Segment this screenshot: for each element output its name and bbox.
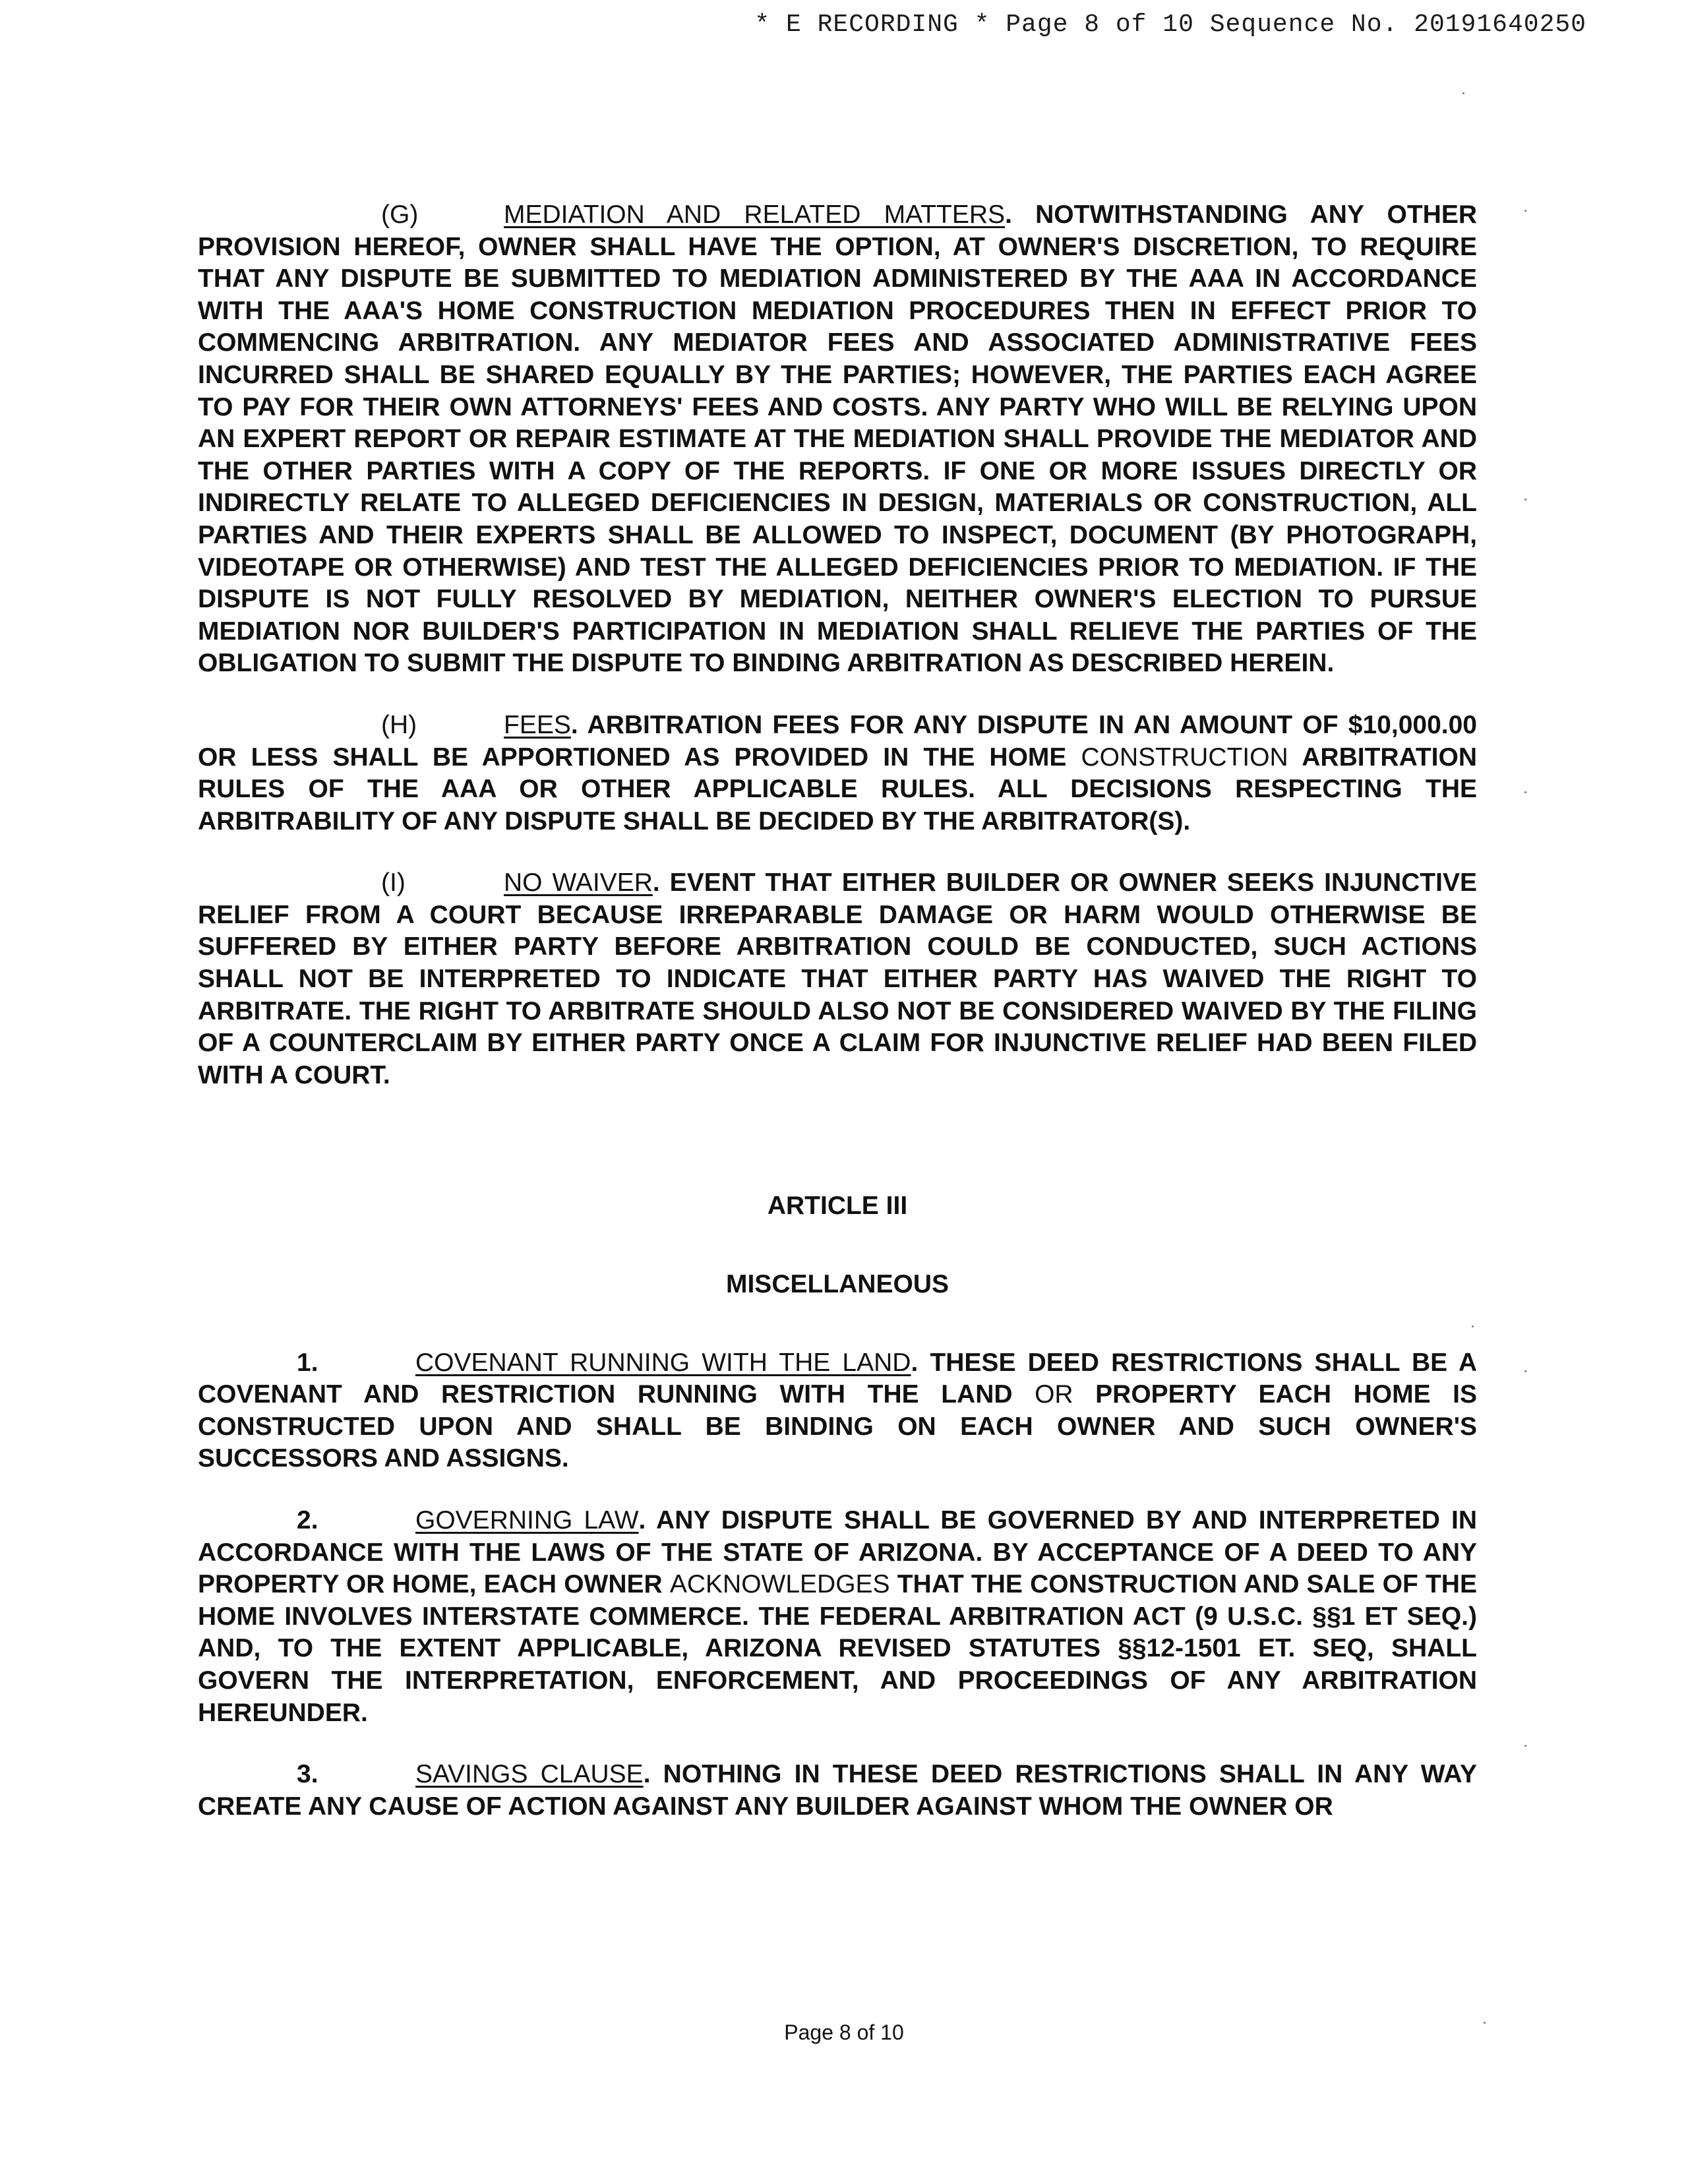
article-subheading: MISCELLANEOUS	[725, 1270, 949, 1299]
article-item-1-body-plain: OR	[1035, 1380, 1073, 1409]
section-g-body: . NOTWITHSTANDING ANY OTHER PROVISION HEREOF, OWNER SHALL HAVE THE OPTION, AT OWNER'S DISCRETION, TO REQUIRE THAT ANY DISPUTE BE SUBMITTED TO MEDIATION ADMINISTERED BY THE AAA IN ACCORDANCE WITH THE AAA'S HOME CONSTRUCTION MEDIATION PROCEDURES THEN IN EFFECT PRIOR TO COMMENCING ARBITRATION. ANY MEDIATOR FEES AND ASSOCIATED ADMINISTRATIVE FEES INCURRED SHALL BE SHARED EQUALLY BY THE PARTIES; HOWEVER, THE PARTIES EACH AGREE TO PAY FOR THEIR OWN ATTORNEYS' FEES AND COSTS. ANY PARTY WHO WILL BE RELYING UPON AN EXPERT REPORT OR REPAIR ESTIMATE AT THE MEDIATION SHALL PROVIDE THE MEDIATOR AND THE OTHER PARTIES WITH A COPY OF THE REPORTS. IF ONE OR MORE ISSUES DIRECTLY OR INDIRECTLY RELATE TO ALLEGED DEFICIENCIES IN DESIGN, MATERIALS OR CONSTRUCTION, ALL PARTIES AND THEIR EXPERTS SHALL BE ALLOWED TO INSPECT, DOCUMENT (BY PHOTOGRAPH, VIDEOTAPE OR OTHERWISE) AND TEST THE ALLEGED DEFICIENCIES PRIOR TO MEDIATION. IF THE DISPUTE IS NOT FULLY RESOLVED BY MEDIATION, NEITHER OWNER'S ELECTION TO PURSUE MEDIATION NOR BUILDER'S PARTICIPATION IN MEDIATION SHALL RELIEVE THE PARTIES OF THE OBLIGATION TO SUBMIT THE DISPUTE TO BINDING ARBITRATION AS DESCRIBED HEREIN.	[198, 200, 1477, 678]
article-item-3-title: SAVINGS CLAUSE	[415, 1760, 644, 1789]
scan-speck	[1524, 499, 1526, 501]
scan-speck	[1524, 791, 1526, 793]
article-item-2-number: 2.	[297, 1506, 318, 1534]
article-item-2	[198, 1505, 1477, 1729]
article-item-1-body-b: PROPERTY EACH HOME IS CONSTRUCTED UPON AND SHALL BE BINDING ON EACH OWNER AND SUCH OWNER'S SUCCESSORS AND ASSIGNS.	[198, 1380, 1477, 1473]
section-g	[198, 199, 1477, 680]
section-h-body-plain: CONSTRUCTION	[1081, 743, 1288, 772]
section-h-title: FEES	[504, 710, 571, 739]
article-item-1-number: 1.	[297, 1348, 318, 1377]
article-item-2-body-a: . ANY DISPUTE SHALL BE GOVERNED BY AND INTERPRETED IN ACCORDANCE WITH THE LAWS OF THE STATE OF ARIZONA. BY ACCEPTANCE OF A DEED TO ANY PROPERTY OR HOME, EACH OWNER	[198, 1506, 1477, 1599]
article-item-1	[198, 1347, 1477, 1475]
scan-speck	[1462, 92, 1464, 94]
section-i-body: . EVENT THAT EITHER BUILDER OR OWNER SEEKS INJUNCTIVE RELIEF FROM A COURT BECAUSE IRREPARABLE DAMAGE OR HARM WOULD OTHERWISE BE SUFFERED BY EITHER PARTY BEFORE ARBITRATION COULD BE CONDUCTED, SUCH ACTIONS SHALL NOT BE INTERPRETED TO INDICATE THAT EITHER PARTY HAS WAIVED THE RIGHT TO ARBITRATE. THE RIGHT TO ARBITRATE SHOULD ALSO NOT BE CONSIDERED WAIVED BY THE FILING OF A COUNTERCLAIM BY EITHER PARTY ONCE A CLAIM FOR INJUNCTIVE RELIEF HAD BEEN FILED WITH A COURT.	[198, 868, 1477, 1089]
article-item-2-body-b: THAT THE CONSTRUCTION AND SALE OF THE HOME INVOLVES INTERSTATE COMMERCE. THE FEDERAL ARBITRATION ACT (9 U.S.C. §§1 ET SEQ.) AND, TO THE EXTENT APPLICABLE, ARIZONA REVISED STATUTES §§12-1501 ET. SEQ, SHALL GOVERN THE INTERPRETATION, ENFORCEMENT, AND PROCEEDINGS OF ANY ARBITRATION HEREUNDER.	[198, 1570, 1477, 1727]
section-i	[198, 867, 1477, 1091]
scan-speck	[1524, 1745, 1526, 1747]
article-item-2-body-plain: ACKNOWLEDGES	[669, 1570, 890, 1599]
article-item-1-body-a: . THESE DEED RESTRICTIONS SHALL BE A COVENANT AND RESTRICTION RUNNING WITH THE LAND	[198, 1348, 1477, 1409]
section-h-body-a: . ARBITRATION FEES FOR ANY DISPUTE IN AN AMOUNT OF $10,000.00 OR LESS SHALL BE APPORTIONED AS PROVIDED IN THE HOME	[198, 710, 1477, 772]
article-item-2-title: GOVERNING LAW	[415, 1506, 639, 1534]
section-h	[198, 710, 1477, 837]
scan-speck	[1524, 1370, 1526, 1372]
section-g-title: MEDIATION AND RELATED MATTERS	[504, 200, 1006, 229]
scan-speck	[1484, 2022, 1486, 2024]
page-number: Page 8 of 10	[784, 2020, 904, 2044]
article-item-1-title: COVENANT RUNNING WITH THE LAND	[415, 1348, 911, 1377]
recording-stamp: * E RECORDING * Page 8 of 10 Sequence No. 20191640250	[754, 11, 1586, 39]
scan-speck	[1472, 1325, 1474, 1327]
section-h-marker: (H)	[381, 710, 417, 739]
article-item-3-body: . NOTHING IN THESE DEED RESTRICTIONS SHALL IN ANY WAY CREATE ANY CAUSE OF ACTION AGAINST ANY BUILDER AGAINST WHOM THE OWNER OR	[198, 1760, 1477, 1821]
article-heading: ARTICLE III	[767, 1192, 908, 1221]
section-h-body-b: ARBITRATION RULES OF THE AAA OR OTHER APPLICABLE RULES. ALL DECISIONS RESPECTING THE ARBITRABILITY OF ANY DISPUTE SHALL BE DECIDED BY THE ARBITRATOR(S).	[198, 743, 1478, 835]
scan-speck	[1524, 210, 1526, 212]
document-body	[198, 199, 1477, 1852]
section-i-marker: (I)	[381, 868, 406, 897]
section-i-title: NO WAIVER	[504, 868, 653, 897]
article-item-3-number: 3.	[297, 1760, 318, 1789]
section-g-marker: (G)	[381, 200, 419, 229]
article-item-3	[198, 1759, 1477, 1823]
